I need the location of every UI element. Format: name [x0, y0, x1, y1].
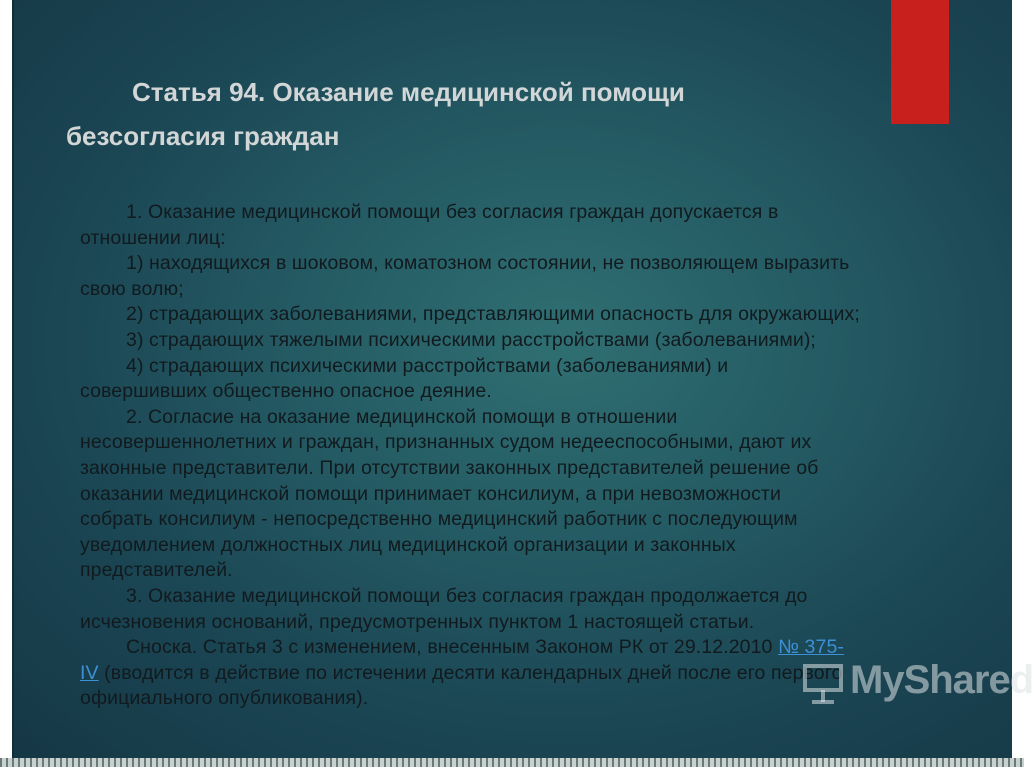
text-line: оказании медицинской помощи принимает консилиум, а при невозможности: [80, 482, 781, 505]
title-line-2: безсогласия граждан: [66, 121, 340, 151]
text-line: отношении лиц:: [80, 226, 226, 249]
slide-title: [66, 70, 826, 158]
bottom-strip: [0, 758, 1024, 767]
article-text: [80, 200, 970, 712]
text-line: совершивших общественно опасное деяние.: [80, 380, 492, 403]
text-line: 1) находящихся в шоковом, коматозном состоянии, не позволяющем выразить: [126, 252, 850, 275]
text-line: 3. Оказание медицинской помощи без согласия граждан продолжается до: [126, 584, 808, 607]
text-line: свою волю;: [80, 277, 184, 300]
title-line-1: Статья 94. Оказание медицинской помощи: [132, 77, 685, 107]
text-line: уведомлением должностных лиц медицинской организации и законных: [80, 533, 736, 556]
watermark: [800, 650, 1033, 720]
law-link-cont[interactable]: IV: [80, 661, 99, 684]
watermark-text: MyShared: [850, 658, 1033, 702]
presentation-board-icon: [800, 660, 846, 706]
footnote-line: официального опубликования).: [80, 687, 369, 710]
text-line: 4) страдающих психическими расстройствами (заболеваниями) и: [126, 354, 729, 377]
slide: [12, 0, 1033, 758]
slide-border: [12, 0, 14, 758]
text-line: 1. Оказание медицинской помощи без согласия граждан допускается в: [126, 201, 779, 223]
text-line: несовершеннолетних и граждан, признанных судом недееспособными, дают их: [80, 431, 812, 454]
text-line: 2. Согласие на оказание медицинской помощи в отношении: [126, 405, 678, 428]
text-line: 3) страдающих тяжелыми психическими расстройствами (заболеваниями);: [126, 328, 816, 351]
text-line: исчезновения оснований, предусмотренных пунктом 1 настоящей статьи.: [80, 610, 755, 633]
accent-bar: [891, 0, 949, 124]
footnote-line: IV (вводится в действие по истечении десяти календарных дней после его первого: [80, 661, 843, 684]
text-line: собрать консилиум - непосредственно медицинский работник с последующим: [80, 508, 798, 531]
text-line: законные представители. При отсутствии законных представителей решение об: [80, 456, 819, 479]
text-line: 2) страдающих заболеваниями, представляющими опасность для окружающих;: [126, 303, 860, 326]
law-link[interactable]: № 375-: [778, 636, 844, 659]
footnote-line: Сноска. Статья 3 с изменением, внесенным Законом РК от 29.12.2010 № 375-: [126, 636, 844, 659]
text-line: представителей.: [80, 559, 233, 582]
